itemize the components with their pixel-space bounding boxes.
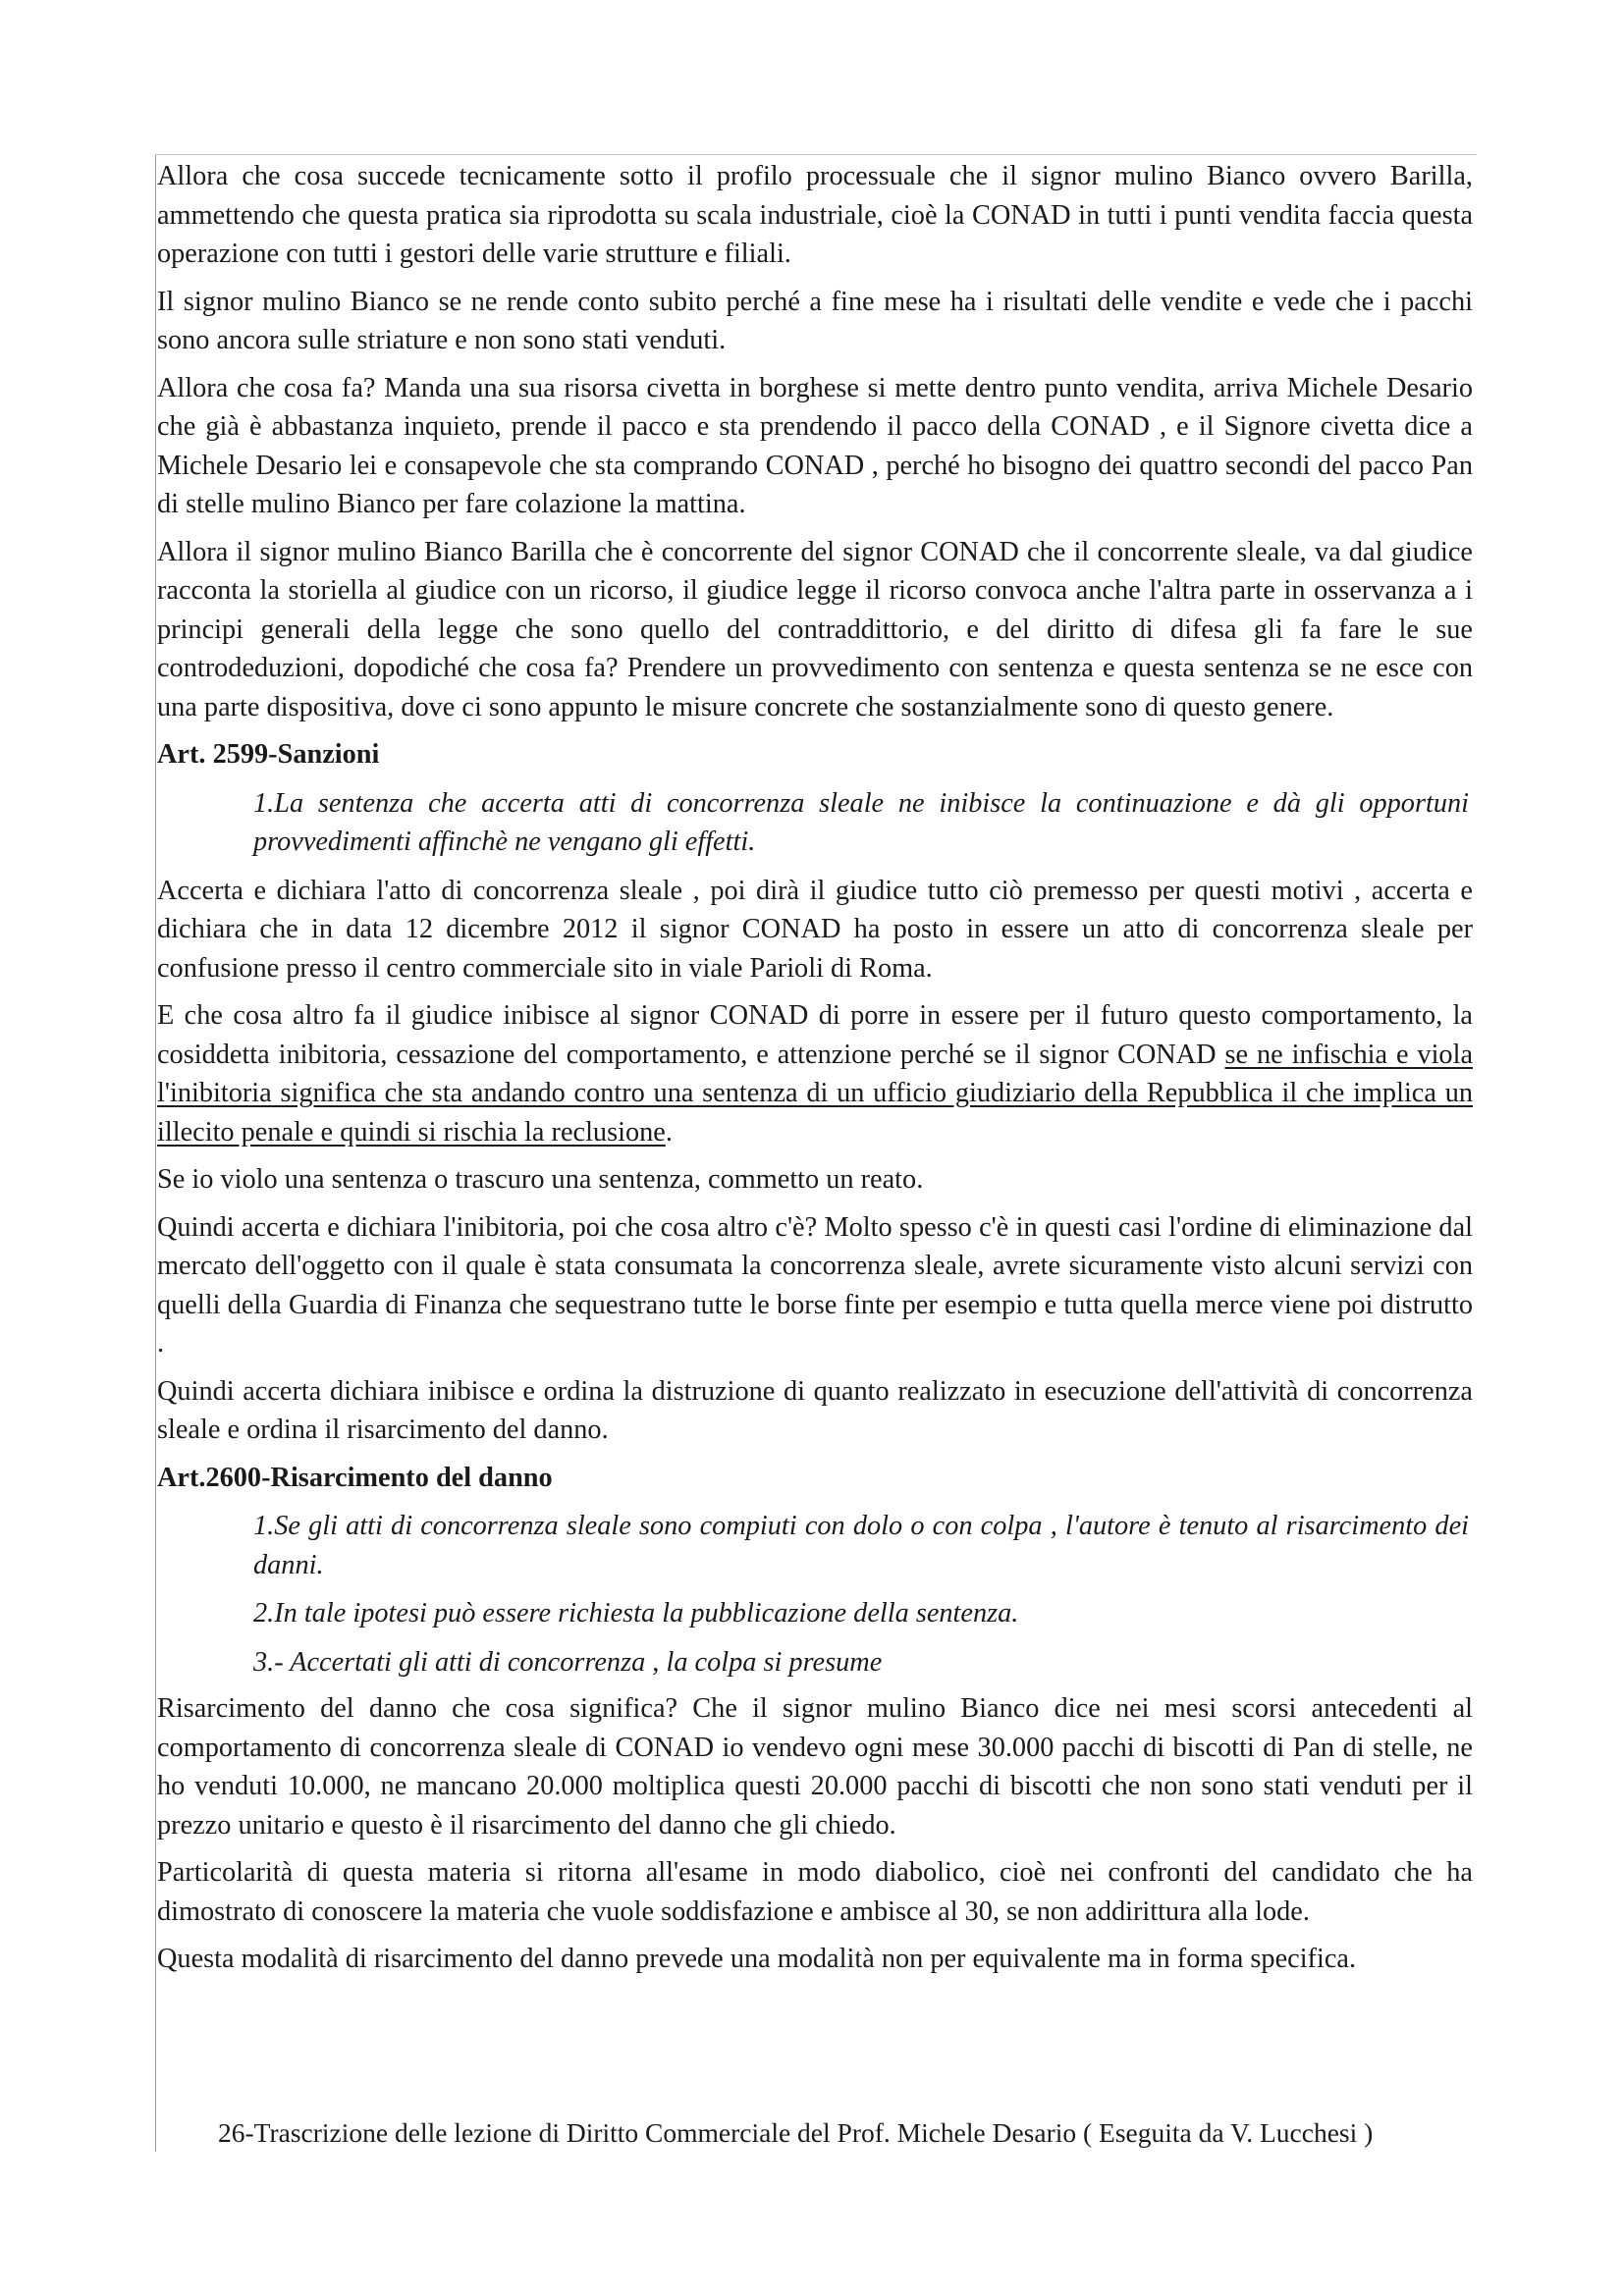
paragraph-7: Se io violo una sentenza o trascuro una sentenza, commetto un reato. (157, 1164, 924, 1195)
page-footer: 26-Trascrizione delle lezione di Diritto Commerciale del Prof. Michele Desario ( Eseguita da V. Lucchesi ) (218, 2117, 1374, 2148)
paragraph-10: Risarcimento del danno che cosa significa? Che il signor mulino Bianco dice nei mesi scorsi antecedenti al comportamento di concorrenza sleale di CONAD io vendevo ogni mese 30.000 pacchi di biscotti di Pan di stelle, ne ho venduti 10.000, ne mancano 20.000 moltiplica questi 20.000 pacchi di biscotti che non sono stati venduti per il prezzo unitario e questo è il risarcimento del danno che gli chiedo. (157, 1693, 1473, 1841)
article-2600-quote-2: 2.In tale ipotesi può essere richiesta la pubblicazione della sentenza. (253, 1598, 1019, 1629)
article-heading-2600: Art.2600-Risarcimento del danno (157, 1462, 553, 1493)
paragraph-4: Allora il signor mulino Bianco Barilla che è concorrente del signor CONAD che il concorrente sleale, va dal giudice racconta la storiella al giudice con un ricorso, il giudice legge il ricorso convoca anche l'altra parte in osservanza a i principi generali della legge che sono quello del contraddittorio, e del diritto di difesa gli fa fare le sue controdeduzioni, dopodiché che cosa fa? Prendere un provvedimento con sentenza e questa sentenza se ne esce con una parte dispositiva, dove ci sono appunto le misure concrete che sostanzialmente sono di questo genere. (157, 536, 1473, 722)
paragraph-8: Quindi accerta e dichiara l'inibitoria, poi che cosa altro c'è? Molto spesso c'è in questi casi l'ordine di eliminazione dal mercato dell'oggetto con il quale è stata consumata la concorrenza sleale, avrete sicuramente visto alcuni servizi con quelli della Guardia di Finanza che sequestrano tutte le borse finte per esempio e tutta quella merce viene poi distrutto . (157, 1211, 1473, 1359)
paragraph-2: Il signor mulino Bianco se ne rende conto subito perché a fine mese ha i risultati delle vendite e vede che i pacchi sono ancora sulle striature e non sono stati venduti. (157, 286, 1473, 355)
paragraph-6-start: E che cosa altro fa il giudice inibisce al signor CONAD di porre in essere per il futuro questo comportamento, la cosiddetta inibitoria, cessazione del comportamento, e attenzione perché se il signor CONAD (157, 1000, 1473, 1070)
paragraph-11: Particolarità di questa materia si ritorna all'esame in modo diabolico, cioè nei confronti del candidato che ha dimostrato di conoscere la materia che vuole soddisfazione e ambisce al 30, se non addirittura alla lode. (157, 1857, 1473, 1927)
paragraph-6 (157, 996, 1473, 1151)
article-heading-2599: Art. 2599-Sanzioni (157, 739, 380, 770)
paragraph-5: Accerta e dichiara l'atto di concorrenza sleale , poi dirà il giudice tutto ciò premesso per questi motivi , accerta e dichiara che in data 12 dicembre 2012 il signor CONAD ha posto in essere un atto di concorrenza sleale per confusione presso il centro commerciale sito in viale Parioli di Roma. (157, 875, 1473, 984)
paragraph-12: Questa modalità di risarcimento del danno prevede una modalità non per equivalente ma in forma specifica. (157, 1944, 1357, 1974)
document-body (157, 157, 1473, 1988)
paragraph-9: Quindi accerta dichiara inibisce e ordina la distruzione di quanto realizzato in esecuzione dell'attività di concorrenza sleale e ordina il risarcimento del danno. (157, 1375, 1473, 1445)
paragraph-6-underlined: se ne infischia e viola l'inibitoria significa che sta andando contro una sentenza di un ufficio giudiziario della Repubblica il che implica un illecito penale e quindi si rischia la reclusione (157, 1039, 1473, 1148)
article-2600-quote-3: 3.- Accertati gli atti di concorrenza , la colpa si presume (253, 1646, 883, 1678)
article-2599-quote: 1.La sentenza che accerta atti di concorrenza sleale ne inibisce la continuazione e dà gli opportuni provvedimenti affinchè ne vengano gli effetti. (253, 787, 1469, 857)
article-2600-quote-1: 1.Se gli atti di concorrenza sleale sono compiuti con dolo o con colpa , l'autore è tenuto al risarcimento dei danni. (253, 1511, 1469, 1580)
paragraph-1: Allora che cosa succede tecnicamente sotto il profilo processuale che il signor mulino Bianco ovvero Barilla, ammettendo che questa pratica sia riprodotta su scala industriale, cioè la CONAD in tutti i punti vendita faccia questa operazione con tutti i gestori delle varie strutture e filiali. (157, 161, 1473, 269)
paragraph-3: Allora che cosa fa? Manda una sua risorsa civetta in borghese si mette dentro punto vendita, arriva Michele Desario che già è abbastanza inquieto, prende il pacco e sta prendendo il pacco della CONAD , e il Signore civetta dice a Michele Desario lei e consapevole che sta comprando CONAD , perché ho bisogno dei quattro secondi del pacco Pan di stelle mulino Bianco per fare colazione la mattina. (157, 372, 1473, 519)
paragraph-6-end: . (665, 1116, 673, 1148)
